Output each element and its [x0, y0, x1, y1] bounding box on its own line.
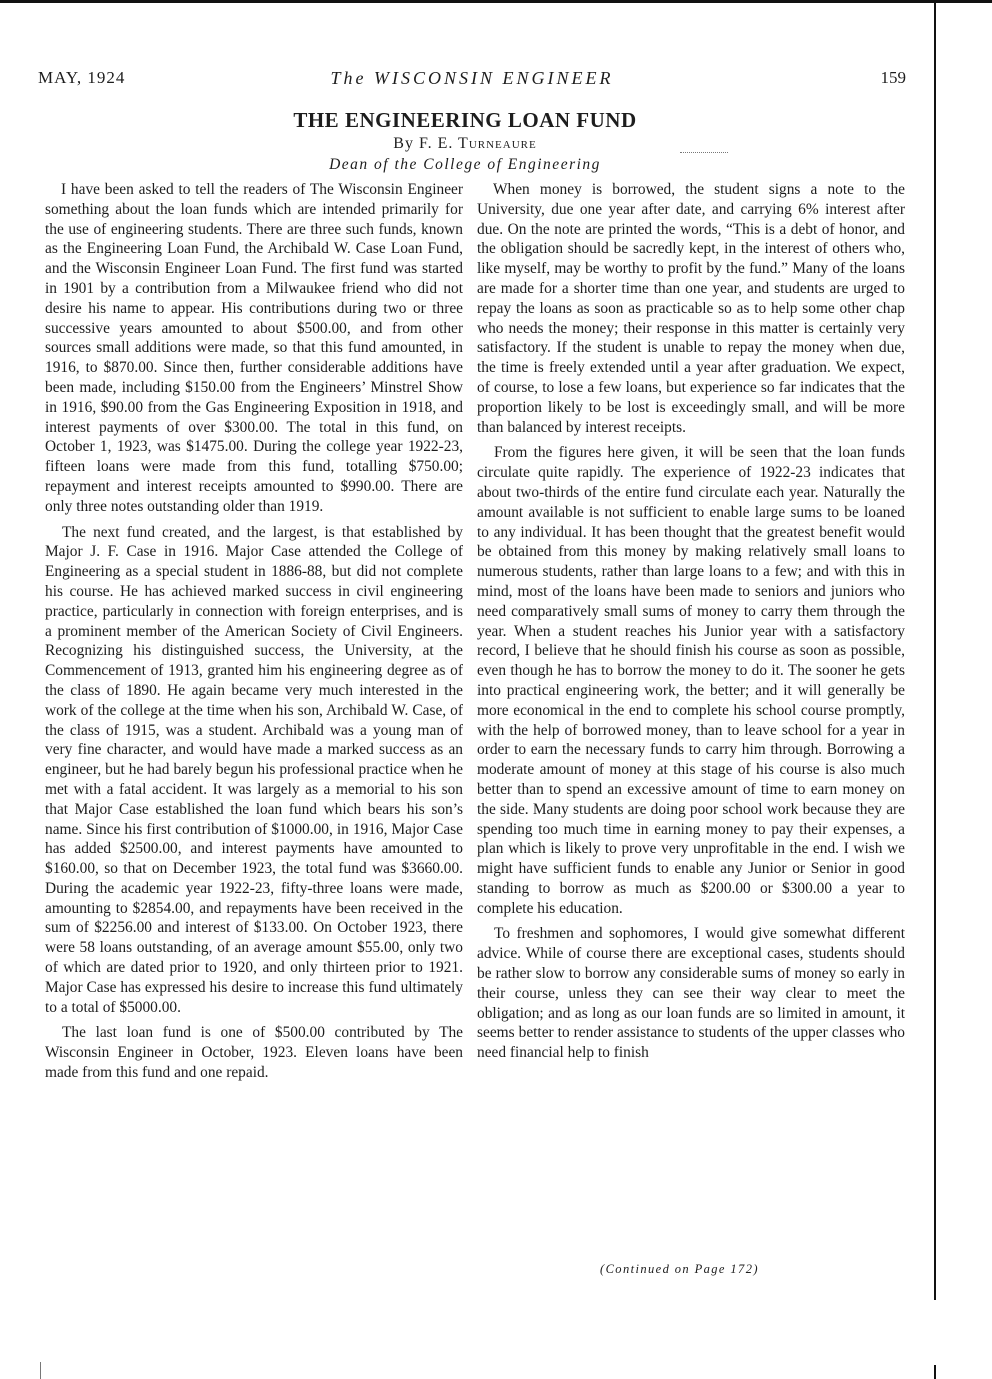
paragraph: The last loan fund is one of $500.00 contributed by The Wisconsin Engineer in October, 1923. Eleven loans have been made from this fund and one repaid.: [45, 1024, 463, 1082]
paragraph: When money is borrowed, the student signs a note to the University, due one year after date, and carrying 6% interest after due. On the note are printed the words, “This is a debt of honor, and the obligation should be sacredly kept, in the interest of others who, like myself, may be worthy to profit by the fund.” Many of the loans are made for a shorter time than one year, and students are urged to repay the loans as soon as practicable so as to help some other chap who needs the money; their response in this matter is certainly very satisfactory. If the student is unable to repay the money when due, the time is freely extended until a year after graduation. We expect, of course, to lose a few loans, but experience so far indicates that the proportion likely to be lost is exceedingly small, and will be more than balanced by interest receipts.: [477, 181, 905, 436]
author-name: F. E. Turneaure: [418, 135, 537, 152]
running-head: [38, 68, 906, 92]
print-smudge: [680, 152, 728, 155]
journal-name: The WISCONSIN ENGINEER: [330, 68, 614, 88]
article-header: [200, 107, 730, 176]
right-column: [477, 180, 905, 1069]
scan-right-border: [934, 0, 936, 1300]
author-affiliation: Dean of the College of Engineering: [329, 156, 601, 173]
scan-left-tick: [40, 1362, 41, 1379]
paragraph: The next fund created, and the largest, is that established by Major J. F. Case in 1916. Major Case attended the College of Engineering as a special student in 1886-88, but did not complete his course. He has achieved marked success in civil engineering practice, particularly in connection with foreign enterprises, and is a prominent member of the American Society of Civil Engineers. Recognizing his distinguished success, the University, at the Commencement of 1913, granted him his engineering degree as of the class of 1890. He again became very much interested in the work of the college at the time when his son, Archibald W. Case, of the class of 1915, was a student. Archibald was a young man of very fine character, and would have made a marked success as an engineer, but he had barely begun his professional practice when he met with a fatal accident. It was largely as a memorial to his son that Major Case established the loan fund which bears his son’s name. Since his first contribution of $1000.00, in 1916, Major Case has added $2500.00, and interest payments have amounted to $160.00, so that on December 1923, the total fund was $3660.00. During the academic year 1922-23, fifty-three loans were made, amounting to $2854.00, and repayments have been received in the sum of $2256.00 and interest of $133.00. On October 1923, there were 58 loans outstanding, of an average amount $55.00, only two of which are dated prior to 1920, and only thirteen prior to 1921. Major Case has expressed his desire to increase this fund ultimately to a total of $5000.00.: [45, 523, 463, 1016]
left-column: [45, 180, 463, 1089]
byline: [200, 134, 730, 154]
paragraph: To freshmen and sophomores, I would give somewhat different advice. While of course there are exceptional cases, students should be rather slow to borrow any considerable sums of money so early in their course, unless they can see their way clear to meet the obligation; and as long as our loan funds are so limited in amount, it seems better to render assistance to students of the upper classes who need financial help to finish: [477, 925, 905, 1062]
scan-bottom-mark: [934, 1365, 936, 1379]
byline-prefix: By: [393, 135, 414, 152]
page-number: 159: [880, 68, 906, 87]
paragraph: I have been asked to tell the readers of The Wisconsin Engineer something about the loan funds which are intended primarily for the use of engineering students. There are three such funds, known as the Engineering Loan Fund, the Archibald W. Case Loan Fund, and the Wisconsin Engineer Loan Fund. The first fund was started in 1901 by a contribution from a Milwaukee friend who did not desire his name to appear. His contributions during two or three successive years amounted to about $500.00, and from other sources small additions were made, so that this fund amounted, in 1916, to $870.00. Since then, further considerable additions have been made, including $150.00 from the Engineers’ Minstrel Show in 1916, $90.00 from the Gas Engineering Exposition in 1918, and interest payments of over $300.00. The total in this fund, on October 1, 1923, was $1475.00. During the college year 1922-23, fifteen loans were made from this fund, totalling $750.00; repayment and interest receipts amounted to $990.00. There are only three notes outstanding older than 1919.: [45, 181, 463, 515]
paragraph: From the figures here given, it will be seen that the loan funds circulate quite rapidly. The experience of 1922-23 indicates that about two-thirds of the entire fund circulate each year. Naturally the amount available is not sufficient to enable large sums to be loaned to any individual. It has been thought that the greatest benefit would be obtained from this money by making relatively small loans to numerous students, rather than large loans to a few; and with this in mind, most of the loans have been made to seniors and juniors who need comparatively small sums of money to carry them through the year. When a student reaches his Junior year with a satisfactory record, I believe that he should finish his course as soon as possible, even though he has to borrow the money to do it. The sooner he gets into practical engineering work, the better; and it will generally be more economical in the end to complete his school course promptly, with the help of borrowed money, than to leave school for a year in order to earn the necessary funds to carry him through. Borrowing a moderate amount of money at this stage of his course is also much better than to spend an excessive amount of time to earn money on the side. Many students are doing poor school work because they are spending too much time in earning money to pay their expenses, a plan which is likely to prove very unprofitable in the end. I wish we might have sufficient funds to enable any Junior or Senior in good standing to borrow as much as $200.00 or $300.00 a year to complete his education.: [477, 444, 905, 917]
article-title: THE ENGINEERING LOAN FUND: [293, 108, 637, 132]
scan-top-border: [0, 0, 992, 3]
continued-note: (Continued on Page 172): [600, 1262, 759, 1276]
issue-date: MAY, 1924: [38, 68, 126, 87]
